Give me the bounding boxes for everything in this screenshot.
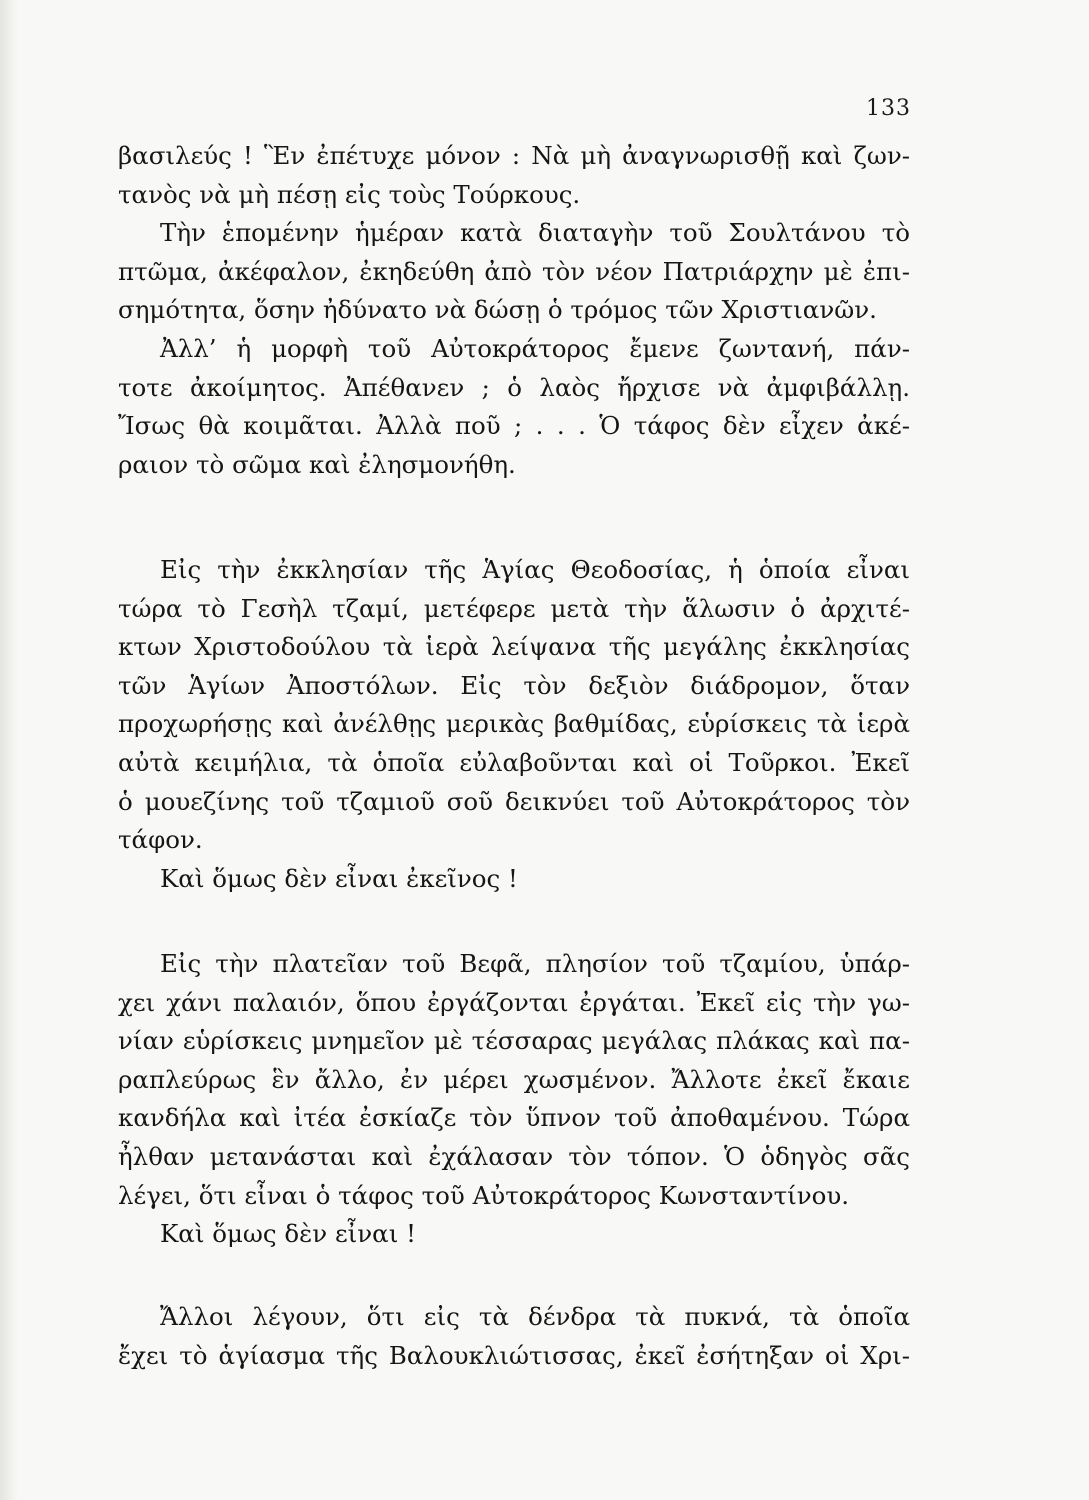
text-line [118, 176, 910, 215]
paragraph-block-lower [118, 945, 910, 1254]
text-line-content: Εἰς τὴν ἐκκλησίαν τῆς Ἁγίας Θεοδοσίας, ἡ ὁποία εἶναι [160, 555, 910, 584]
paragraph-p8 [118, 1298, 910, 1375]
text-line-content: τώρα τὸ Γεσὴλ τζαμί, μετέφερε μετὰ τὴν ἅλωσιν ὁ ἀρχιτέ- [118, 593, 910, 623]
text-line-content: Τὴν ἑπομένην ἡμέραν κατὰ διαταγὴν τοῦ Σουλτάνου τὸ [160, 218, 910, 248]
text-line [118, 551, 910, 590]
text-line [118, 369, 910, 408]
text-line [118, 590, 910, 629]
text-line-content: τοτε ἀκοίμητος. Ἀπέθανεν ; ὁ λαὸς ἤρχισε νὰ ἀμφιβάλλῃ. [118, 372, 910, 402]
text-line [118, 1138, 910, 1177]
paragraph-p6 [118, 945, 910, 1215]
paragraph-p2 [118, 214, 910, 330]
text-line [118, 1298, 910, 1337]
text-line-content: νίαν εὑρίσκεις μνημεῖον μὲ τέσσαρας μεγάλας πλάκας καὶ πα- [118, 1026, 910, 1056]
paragraph-block-bottom [118, 1298, 910, 1375]
text-line [118, 330, 910, 369]
text-line [118, 821, 910, 860]
paragraph-p4 [118, 551, 910, 860]
text-line-content: ὁ μουεζίνης τοῦ τζαμιοῦ σοῦ δεικνύει τοῦ Αὐτοκράτορος τὸν [118, 786, 910, 816]
text-line [118, 446, 910, 485]
text-line-content: πτῶμα, ἀκέφαλον, ἐκηδεύθη ἀπὸ τὸν νέον Πατριάρχην μὲ ἐπι- [118, 256, 910, 286]
text-line-content: Ἴσως θὰ κοιμᾶται. Ἀλλὰ ποῦ ; . . . Ὁ τάφος δὲν εἶχεν ἀκέ- [118, 411, 910, 441]
text-line [118, 253, 910, 292]
paragraph-p3 [118, 330, 910, 484]
text-line-content: τάφον. [118, 825, 203, 855]
text-line-content: Ἀλλ’ ἡ μορφὴ τοῦ Αὐτοκράτορος ἔμενε ζωντανή, πάν- [160, 333, 910, 363]
text-line [118, 407, 910, 446]
text-line-content: ραπλεύρως ἓν ἄλλο, ἐν μέρει χωσμένον. Ἄλλοτε ἐκεῖ ἔκαιε [118, 1064, 910, 1094]
text-line-content: κτων Χριστοδούλου τὰ ἱερὰ λείψανα τῆς μεγάλης ἐκκλησίας [118, 632, 910, 662]
text-line-content: ραιον τὸ σῶμα καὶ ἐλησμονήθη. [118, 449, 516, 479]
text-line-content: τῶν Ἁγίων Ἀποστόλων. Εἰς τὸν δεξιὸν διάδρομον, ὅταν [118, 670, 910, 700]
page-gutter-shadow [0, 0, 18, 1500]
text-line-content: βασιλεύς ! Ἓν ἐπέτυχε μόνον : Νὰ μὴ ἀναγνωρισθῇ καὶ ζων- [118, 141, 910, 170]
paragraph-p5 [118, 860, 910, 899]
text-line-content: σημότητα, ὅσην ἠδύνατο νὰ δώσῃ ὁ τρόμος τῶν Χριστιανῶν. [118, 295, 877, 325]
text-line-content: τανὸς νὰ μὴ πέσῃ εἰς τοὺς Τούρκους. [118, 179, 581, 209]
text-line [118, 137, 910, 176]
text-line [118, 291, 910, 330]
text-line [118, 1022, 910, 1061]
text-line-content: Ἄλλοι λέγουν, ὅτι εἰς τὰ δένδρα τὰ πυκνά, τὰ ὁποῖα [160, 1302, 910, 1331]
text-line-content: χει χάνι παλαιόν, ὅπου ἐργάζονται ἐργάται. Ἐκεῖ εἰς τὴν γω- [118, 987, 910, 1017]
paragraph-p7 [118, 1215, 910, 1254]
text-line [118, 945, 910, 984]
text-line-content: Εἰς τὴν πλατεῖαν τοῦ Βεφᾶ, πλησίον τοῦ τζαμίου, ὑπάρ- [160, 949, 910, 978]
paragraph-block-upper [118, 137, 910, 484]
text-line-content: αὐτὰ κειμήλια, τὰ ὁποῖα εὐλαβοῦνται καὶ οἱ Τοῦρκοι. Ἐκεῖ [118, 747, 910, 777]
text-line-content: προχωρήσῃς καὶ ἀνέλθῃς μερικὰς βαθμίδας, εὑρίσκεις τὰ ἱερὰ [118, 709, 910, 739]
text-line [118, 667, 910, 706]
text-line [118, 744, 910, 783]
paragraph-p1 [118, 137, 910, 214]
paragraph-block-middle [118, 551, 910, 898]
text-line [118, 860, 910, 899]
text-line-content: Καὶ ὅμως δὲν εἶναι ! [160, 1219, 416, 1249]
text-line [118, 1337, 910, 1376]
text-line-content: Καὶ ὅμως δὲν εἶναι ἐκεῖνος ! [160, 863, 518, 893]
text-line [118, 783, 910, 822]
text-line-content: ἦλθαν μετανάσται καὶ ἐχάλασαν τὸν τόπον. Ὁ ὁδηγὸς σᾶς [118, 1141, 910, 1171]
text-line-content: λέγει, ὅτι εἶναι ὁ τάφος τοῦ Αὐτοκράτορος Κωνσταντίνου. [118, 1180, 850, 1210]
text-line [118, 1061, 910, 1100]
text-line [118, 1215, 910, 1254]
text-line [118, 984, 910, 1023]
text-line-content: ἔχει τὸ ἁγίασμα τῆς Βαλουκλιώτισσας, ἐκεῖ ἐσήτηξαν οἱ Χρι- [118, 1340, 910, 1370]
text-line [118, 1099, 910, 1138]
text-line [118, 1177, 910, 1216]
text-line-content: κανδήλα καὶ ἰτέα ἐσκίαζε τὸν ὕπνον τοῦ ἀποθαμένου. Τώρα [118, 1103, 910, 1133]
text-line [118, 628, 910, 667]
text-line [118, 214, 910, 253]
text-line [118, 705, 910, 744]
page-number: 133 [866, 96, 911, 121]
